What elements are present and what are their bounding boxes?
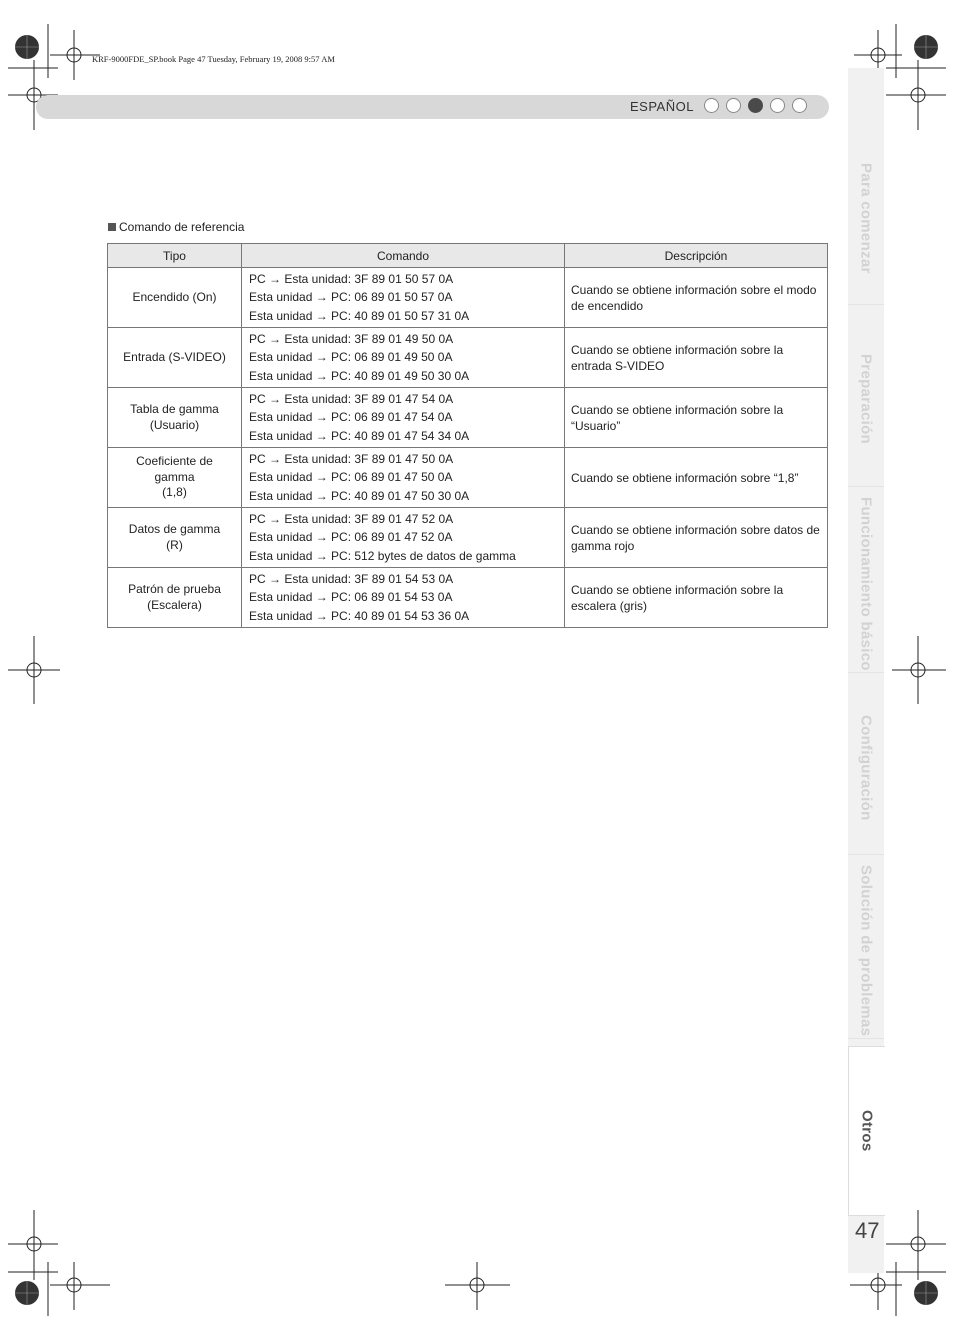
tipo-line: Coeficiente de bbox=[136, 454, 213, 469]
cell-tipo bbox=[108, 268, 242, 328]
side-tab-4[interactable] bbox=[848, 680, 884, 855]
cell-descripcion: Cuando se obtiene información sobre “1,8” bbox=[565, 448, 828, 508]
side-tab-label: Solución de problemas bbox=[857, 865, 875, 1037]
cell-tipo bbox=[108, 328, 242, 388]
page-number: 47 bbox=[855, 1218, 880, 1243]
cell-descripcion: Cuando se obtiene información sobre el modo de encendido bbox=[565, 268, 828, 328]
tipo-line: Encendido (On) bbox=[132, 289, 217, 304]
command-line: Esta unidad → PC: 512 bytes de datos de gamma bbox=[249, 548, 516, 563]
cell-comando bbox=[242, 388, 565, 448]
table-row bbox=[108, 268, 828, 328]
tipo-line: Tabla de gamma bbox=[130, 402, 219, 416]
table-row bbox=[108, 568, 828, 628]
side-tab-6[interactable] bbox=[848, 1046, 885, 1216]
cell-comando bbox=[242, 568, 565, 628]
cell-comando bbox=[242, 268, 565, 328]
table-row bbox=[108, 508, 828, 568]
header-tipo: Tipo bbox=[108, 244, 242, 268]
cell-comando bbox=[242, 328, 565, 388]
tipo-line: Entrada (S-VIDEO) bbox=[123, 349, 226, 364]
command-line: PC → Esta unidad: 3F 89 01 49 50 0A bbox=[249, 332, 454, 347]
language-label: ESPAÑOL bbox=[630, 99, 694, 114]
command-line: PC → Esta unidad: 3F 89 01 47 50 0A bbox=[249, 452, 454, 467]
side-tab-separator bbox=[848, 672, 884, 673]
table-row bbox=[108, 448, 828, 508]
cell-descripcion: Cuando se obtiene información sobre la “Usuario” bbox=[565, 388, 828, 448]
section-title bbox=[108, 220, 244, 234]
cell-tipo bbox=[108, 388, 242, 448]
side-tab-2[interactable] bbox=[848, 312, 884, 487]
tipo-line: (1,8) bbox=[162, 485, 187, 500]
cell-descripcion: Cuando se obtiene información sobre datos de gamma rojo bbox=[565, 508, 828, 568]
command-line: Esta unidad → PC: 06 89 01 47 50 0A bbox=[249, 470, 453, 485]
command-line: PC → Esta unidad: 3F 89 01 47 54 0A bbox=[249, 392, 454, 407]
side-tab-label: Funcionamiento básico bbox=[857, 497, 875, 671]
command-line: Esta unidad → PC: 06 89 01 49 50 0A bbox=[249, 350, 453, 365]
side-tab-separator bbox=[848, 486, 884, 487]
side-tab-3[interactable] bbox=[848, 494, 884, 674]
tipo-line: (Usuario) bbox=[149, 417, 200, 432]
command-line: Esta unidad → PC: 06 89 01 47 52 0A bbox=[249, 530, 453, 545]
chapter-dot-icon bbox=[770, 98, 785, 113]
table-row bbox=[108, 388, 828, 448]
cell-tipo bbox=[108, 568, 242, 628]
chapter-dot-icon bbox=[726, 98, 741, 113]
side-tab-label: Preparación bbox=[857, 354, 875, 445]
command-line: Esta unidad → PC: 40 89 01 47 50 30 0A bbox=[249, 488, 470, 503]
cell-descripcion: Cuando se obtiene información sobre la escalera (gris) bbox=[565, 568, 828, 628]
side-tab-1[interactable] bbox=[848, 133, 884, 303]
print-info: KRF-9000FDE_SP.book Page 47 Tuesday, February 19, 2008 9:57 AM bbox=[92, 54, 335, 64]
chapter-dot-icon bbox=[748, 98, 763, 113]
command-line: PC → Esta unidad: 3F 89 01 50 57 0A bbox=[249, 272, 454, 287]
chapter-dot-icon bbox=[704, 98, 719, 113]
side-tab-separator bbox=[848, 1038, 884, 1039]
side-tab-label: Otros bbox=[858, 1110, 876, 1152]
tipo-line: Datos de gamma bbox=[128, 522, 221, 536]
command-line: Esta unidad → PC: 40 89 01 50 57 31 0A bbox=[249, 308, 470, 323]
side-tab-separator bbox=[848, 854, 884, 855]
bullet-square-icon bbox=[108, 223, 116, 231]
cell-tipo bbox=[108, 448, 242, 508]
cell-descripcion: Cuando se obtiene información sobre la entrada S-VIDEO bbox=[565, 328, 828, 388]
command-line: Esta unidad → PC: 40 89 01 54 53 36 0A bbox=[249, 608, 470, 623]
table-header-row bbox=[108, 244, 828, 268]
side-tab-label: Para comenzar bbox=[857, 162, 875, 274]
cell-comando bbox=[242, 508, 565, 568]
command-line: Esta unidad → PC: 06 89 01 47 54 0A bbox=[249, 410, 453, 425]
command-line: Esta unidad → PC: 40 89 01 47 54 34 0A bbox=[249, 428, 470, 443]
cell-tipo bbox=[108, 508, 242, 568]
cell-comando bbox=[242, 448, 565, 508]
command-line: PC → Esta unidad: 3F 89 01 54 53 0A bbox=[249, 572, 454, 587]
tipo-line: gamma bbox=[154, 469, 195, 484]
chapter-indicator bbox=[704, 98, 807, 113]
command-line: PC → Esta unidad: 3F 89 01 47 52 0A bbox=[249, 512, 454, 527]
command-line: Esta unidad → PC: 06 89 01 54 53 0A bbox=[249, 590, 453, 605]
header-comando: Comando bbox=[242, 244, 565, 268]
command-line: Esta unidad → PC: 06 89 01 50 57 0A bbox=[249, 290, 453, 305]
tipo-line: (Escalera) bbox=[147, 597, 202, 612]
reference-command-table bbox=[107, 243, 828, 628]
side-tab-separator bbox=[848, 304, 884, 305]
table-row bbox=[108, 328, 828, 388]
side-tab-5[interactable] bbox=[848, 862, 884, 1040]
side-tab-label: Configuración bbox=[857, 714, 875, 821]
header-descripcion: Descripción bbox=[565, 244, 828, 268]
tipo-line: (R) bbox=[166, 537, 183, 552]
command-line: Esta unidad → PC: 40 89 01 49 50 30 0A bbox=[249, 368, 470, 383]
chapter-dot-icon bbox=[792, 98, 807, 113]
tipo-line: Patrón de prueba bbox=[128, 582, 221, 596]
section-title-text: Comando de referencia bbox=[119, 220, 245, 234]
